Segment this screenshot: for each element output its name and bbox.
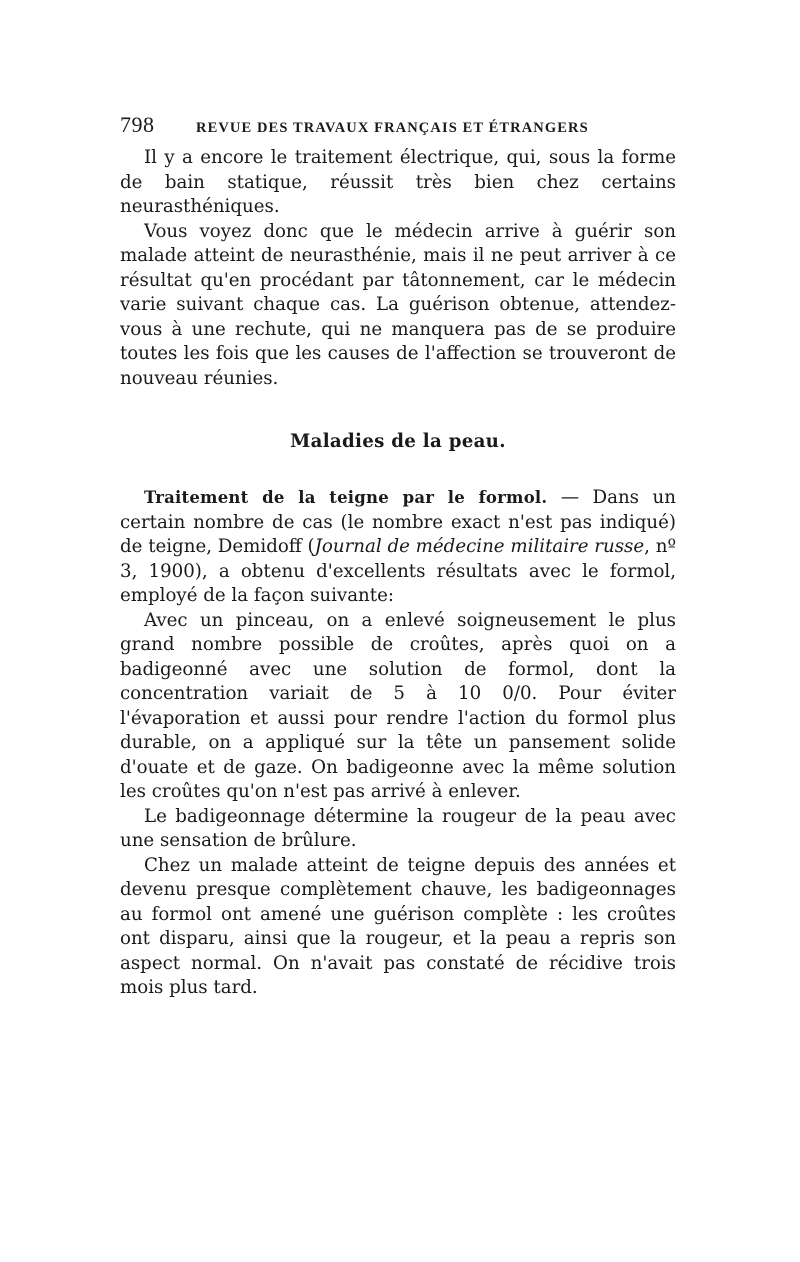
paragraph-procedure: Avec un pinceau, on a enlevé soigneusement le plus grand nombre possible de croûtes, après quoi on a badigeonné avec une solution de formol, dont la concentration variait de 5 à 10 0/0. Pour éviter l'évaporation et aussi pour rendre l'action du formol plus durable, on a appliqué sur la tête un pansement solide d'ouate et de gaze. On badigeonne avec la même solution les croûtes qu'on n'est pas arrivé à enlever. (120, 609, 676, 802)
paragraph-neurasthenia-cure: Vous voyez donc que le médecin arrive à guérir son malade atteint de neurasthénie, mais il ne peut arriver à ce résultat qu'en procédant par tâtonnement, car le médecin varie suivant chaque cas. La guérison obtenue, attendez-vous à une rechute, qui ne manquera pas de se produire toutes les fois que les causes de l'affection se trouveront de nouveau réunies. (120, 220, 676, 389)
paragraph-case-result: Chez un malade atteint de teigne depuis des années et devenu presque complètement chauve, les badigeonnages au formol ont amené une guérison complète : les croûtes ont disparu, ainsi que la rougeur, et la peau a repris son aspect normal. On n'avait pas constaté de récidive trois mois plus tard. (120, 854, 676, 998)
journal-title: REVUE DES TRAVAUX FRANÇAIS ET ÉTRANGERS (196, 120, 589, 136)
section-title: Maladies de la peau. (290, 431, 506, 452)
paragraph-electric-treatment: Il y a encore le traitement électrique, qui, sous la forme de bain statique, réussit très bien chez certains neurasthéniques. (120, 147, 676, 217)
paragraph-article-intro (120, 486, 676, 609)
page-number: 798 (120, 112, 155, 137)
article-text-1: Dans un certain nombre de cas (le nombre exact n'est pas indiqué) de teigne, Demidoff ( (120, 487, 676, 557)
journal-citation: Journal de médecine militaire russe (314, 536, 645, 557)
article-dash: — (547, 487, 593, 508)
book-page (120, 112, 676, 1001)
paragraph-side-effect: Le badigeonnage détermine la rougeur de la peau avec une sensation de brûlure. (120, 805, 676, 851)
article-run-in-title: Traitement de la teigne par le formol. (144, 488, 548, 507)
running-head (120, 112, 676, 146)
article-text-2: , nº 3, 1900), a obtenu d'excellents résultats avec le formol, employé de la façon suivante: (120, 536, 677, 606)
